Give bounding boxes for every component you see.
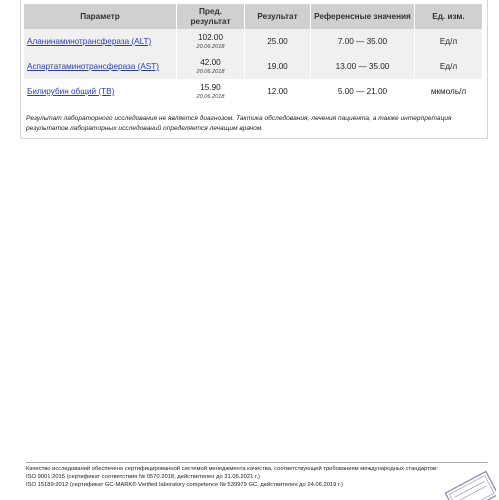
row-result: 25.00 [245,29,311,54]
row-unit: Ед/л [415,54,482,79]
row-parameter [24,29,177,54]
disclaimer-text: Результат лабораторного исследования не является диагнозом. Тактика обследования, лечения пациента, а также интерпретация результатов лабораторных исследований определяется лечащим врачом. [26,115,452,132]
results-table [24,4,482,104]
footer-certification [26,465,466,489]
row-reference: 13.00 — 35.00 [311,54,415,79]
row-reference: 7.00 — 35.00 [311,29,415,54]
previous-date: 20.06.2018 [196,69,225,75]
row-result: 19.00 [245,54,311,79]
header-result: Результат [245,4,311,29]
row-result: 12.00 [245,79,311,104]
previous-value: 15.90 [200,83,221,92]
previous-date: 20.06.2018 [196,44,225,50]
table-row [24,29,482,54]
header-unit: Ед. изм. [415,4,482,29]
table-row [24,79,482,104]
row-unit: Ед/л [415,29,482,54]
row-previous-result [177,79,245,104]
footer-line-quality: Качество исследований обеспечено сертифицированной системой менеджмента качества, соответствующей требованиям международных стандартов: [26,466,438,472]
header-previous-result: Пред. результат [177,4,245,29]
certification-stamp-icon [440,466,496,500]
row-unit: мкмоль/л [430,87,467,96]
row-parameter [24,79,177,104]
previous-value: 42.00 [200,58,221,67]
table-header-row [24,4,482,29]
row-previous-result [177,54,245,79]
footer-line-iso15189: ISO 15189:2012 (сертификат GC-MARK® Verified laboratory competence № 539979 GC, действителен до 24.06.2019 г.) [26,482,343,488]
row-reference: 5.00 — 21.00 [311,79,415,104]
footer-line-iso9001: ISO 9001:2015 (сертификат соответствия № 0570.2018, действителен до 31.05.2021 г.) [26,474,260,480]
previous-date: 20.06.2018 [196,94,225,100]
parameter-link-ast[interactable]: Аспартатаминотрансфераза (AST) [27,62,159,71]
table-row [24,54,482,79]
row-parameter [24,54,177,79]
parameter-link-alt[interactable]: Аланинаминотрансфераза (ALT) [27,37,152,46]
previous-value: 102.00 [197,33,224,42]
header-reference-values: Референсные значения [311,4,415,29]
header-parameter: Параметр [24,4,177,29]
row-previous-result [177,29,245,54]
parameter-link-tb[interactable]: Билирубин общий (ТВ) [27,87,115,96]
footer-divider [26,462,488,463]
